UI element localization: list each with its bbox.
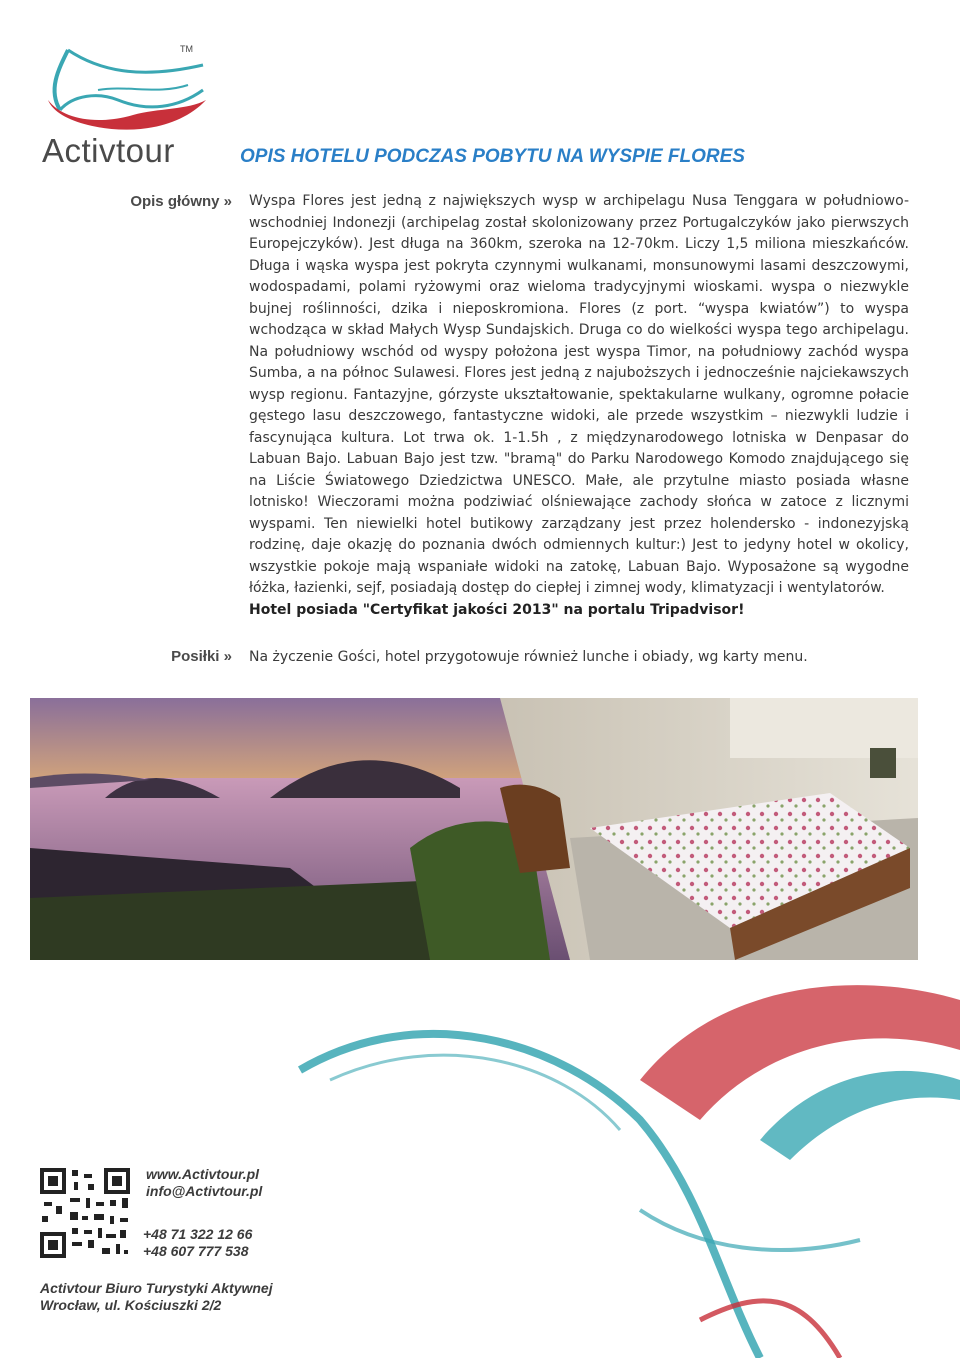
main-description xyxy=(249,191,909,621)
brand-wordmark: Activtour xyxy=(42,132,175,169)
hotel-photos xyxy=(30,698,918,960)
company-name: Activtour Biuro Turystyki Aktywnej xyxy=(40,1280,273,1296)
phone-secondary[interactable]: +48 607 777 538 xyxy=(143,1243,249,1259)
bedroom-photo xyxy=(500,698,918,960)
meals-description: Na życzenie Gości, hotel przygotowuje również lunche i obiady, wg karty menu. xyxy=(249,649,808,665)
section-label-main: Opis główny » xyxy=(130,193,232,210)
phone-primary[interactable]: +48 71 322 12 66 xyxy=(143,1226,253,1242)
email-link[interactable]: info@Activtour.pl xyxy=(146,1183,263,1199)
main-paragraph: Wyspa Flores jest jedną z największych wysp w archipelagu Nusa Tenggara w południowo-wschodniej Indonezji (archipelag został skolonizowany przez Portugalczyków jako pierwszych Europejczyków). Jest długa na 360km, szeroka na 12-70km. Liczy 1,5 miliona mieszkańców. Długa i wąska wyspa jest pokryta czynnymi wulkanami, monsunowymi lasami deszczowymi, wodospadami, polami ryżowymi oraz wieloma tradycyjnymi wioskami. wyspa o niezwykle bujnej roślinności, dzika i nieposkromiona. Flores (z port. “wyspa kwiatów”) to wyspa wchodząca w skład Małych Wysp Sundajskich. Druga co do wielkości wyspa tego archipelagu. Na południowy wschód od wyspy położona jest wyspa Timor, na południowy zachód wyspa Sumba, a na północ Sulawesi. Flores jest jedną z najuboższych i jednocześnie najciekawszych wysp regionu. Fantazyjne, górzyste ukształtowanie, spektakularne wulkany, ogromne połacie gęstego lasu deszczowego, fantastyczne widoki, ale przede wszystkim – niezwykli ludzie i fascynująca kultura. Lot trwa ok. 1-1.5h , z międzynarodowego lotniska w Denpasar do Labuan Bajo. Labuan Bajo jest tzw. "bramą" do Parku Narodowego Komodo znajdującego się na Liście Światowego Dziedzictwa UNESCO. Małe, ale przytulne miasto posiada własne lotnisko! Wieczorami można podziwiać olśniewające zachody słońca w zatoce z licznymi wyspami. Ten niewielki hotel butikowy zarządzany jest przez holendersko - indonezyjską rodzinę, daje okazję do poznania dwóch odmiennych kultur:) Jest to jedyny hotel w okolicy, wszystkie pokoje mają wspaniałe widoki na zatokę, Labuan Bajo. Wyposażone są wygodne łóżka, łazienki, sejf, posiadają dostęp do ciepłej i zimnej wody, klimatyzacji i wentylatorów. xyxy=(249,193,909,596)
page-title: OPIS HOTELU PODCZAS POBYTU NA WYSPIE FLORES xyxy=(240,146,745,167)
qr-code[interactable] xyxy=(40,1168,130,1258)
certificate-highlight: Hotel posiada "Certyfikat jakości 2013" na portalu Tripadvisor! xyxy=(249,601,745,618)
company-address: Wrocław, ul. Kościuszki 2/2 xyxy=(40,1297,222,1313)
section-label-meals: Posiłki » xyxy=(171,648,232,665)
trademark-mark: TM xyxy=(180,44,193,54)
website-link[interactable]: www.Activtour.pl xyxy=(146,1166,260,1182)
